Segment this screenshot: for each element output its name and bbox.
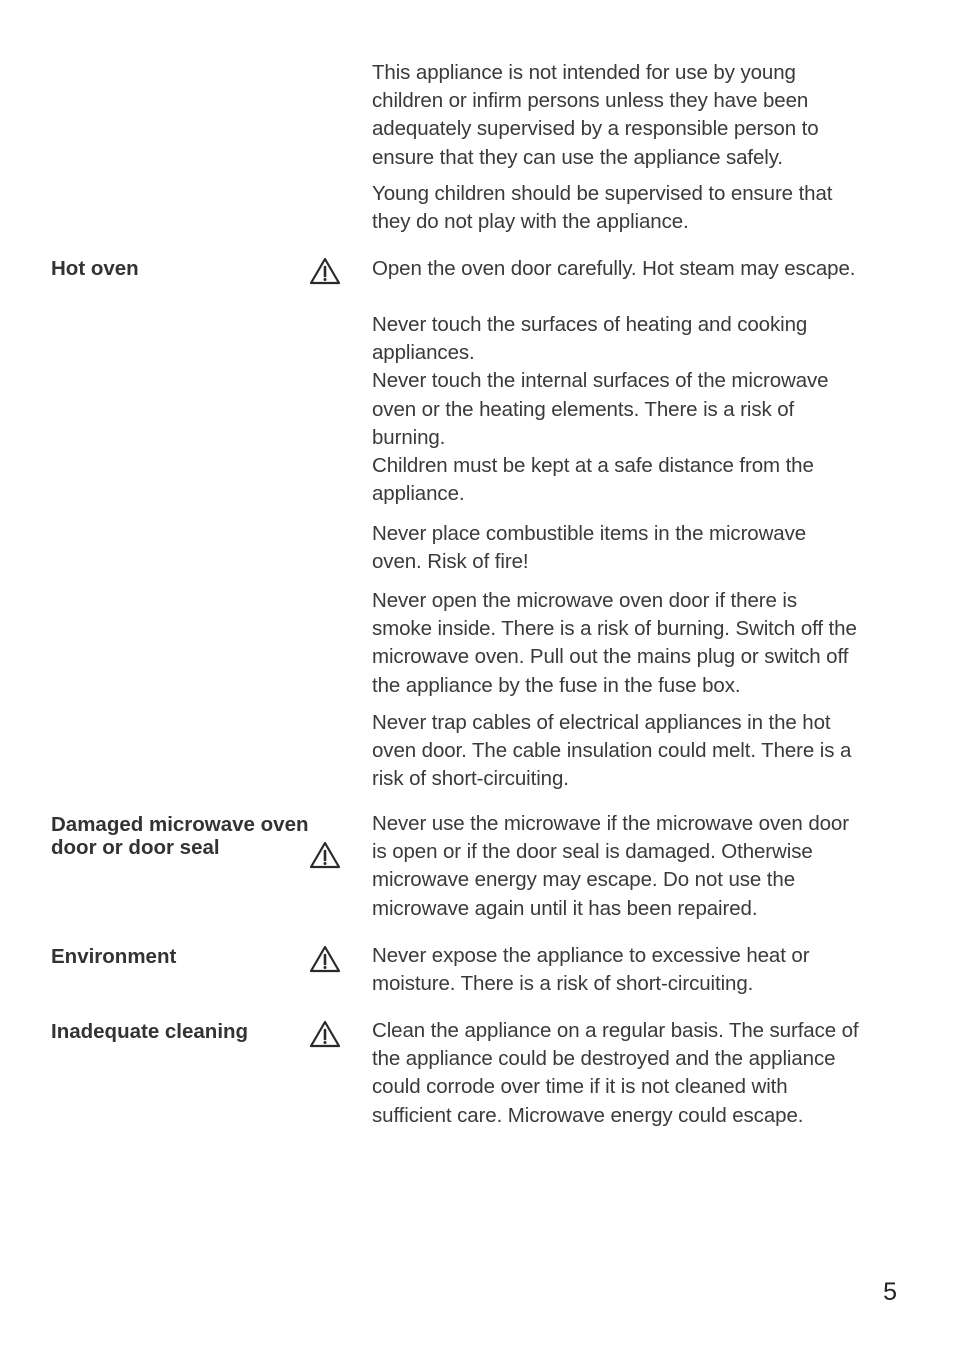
warning-triangle-icon (309, 945, 341, 973)
warning-triangle-icon (309, 841, 341, 869)
inadequate-cleaning-paragraph-1: Clean the appliance on a regular basis. The surface of the appliance could be destroyed and the appliance could corrode over time if it is not cleaned with sufficient care. Microwave energy could escape. (372, 1019, 859, 1127)
intro-paragraph-1: This appliance is not intended for use by young children or infirm persons unless they have been adequately supervised by a responsible person to ensure that they can use the appliance safely. (372, 61, 819, 169)
section-label-damaged-door: Damaged microwave oven door or door seal (51, 813, 309, 859)
environment-paragraph-1: Never expose the appliance to excessive heat or moisture. There is a risk of short-circuiting. (372, 944, 810, 996)
section-label-hot-oven: Hot oven (51, 257, 139, 280)
section-label-inadequate-cleaning: Inadequate cleaning (51, 1020, 249, 1043)
warning-triangle-icon (309, 257, 341, 285)
section-label-environment: Environment (51, 945, 177, 968)
intro-paragraph-2: Young children should be supervised to ensure that they do not play with the appliance. (372, 182, 833, 234)
hot-oven-paragraph-2: Never touch the surfaces of heating and cooking appliances. Never touch the internal surfaces of the microwave oven or the heating elements. There is a risk of burning. Children must be kept at a safe distance from the appliance. (372, 313, 829, 506)
hot-oven-paragraph-3: Never place combustible items in the microwave oven. Risk of fire! (372, 522, 807, 574)
hot-oven-paragraph-4: Never open the microwave oven door if there is smoke inside. There is a risk of burning. Switch off the microwave oven. Pull out the mains plug or switch off the appliance by the fuse in the fuse box. (372, 589, 857, 697)
warning-triangle-icon (309, 1020, 341, 1048)
page-number: 5 (883, 1278, 897, 1306)
hot-oven-paragraph-5: Never trap cables of electrical appliances in the hot oven door. The cable insulation could melt. There is a risk of short-circuiting. (372, 711, 852, 791)
hot-oven-paragraph-1: Open the oven door carefully. Hot steam may escape. (372, 257, 856, 280)
damaged-door-paragraph-1: Never use the microwave if the microwave oven door is open or if the door seal is damaged. Otherwise microwave energy may escape. Do not use the microwave again until it has been repaired. (372, 812, 849, 920)
